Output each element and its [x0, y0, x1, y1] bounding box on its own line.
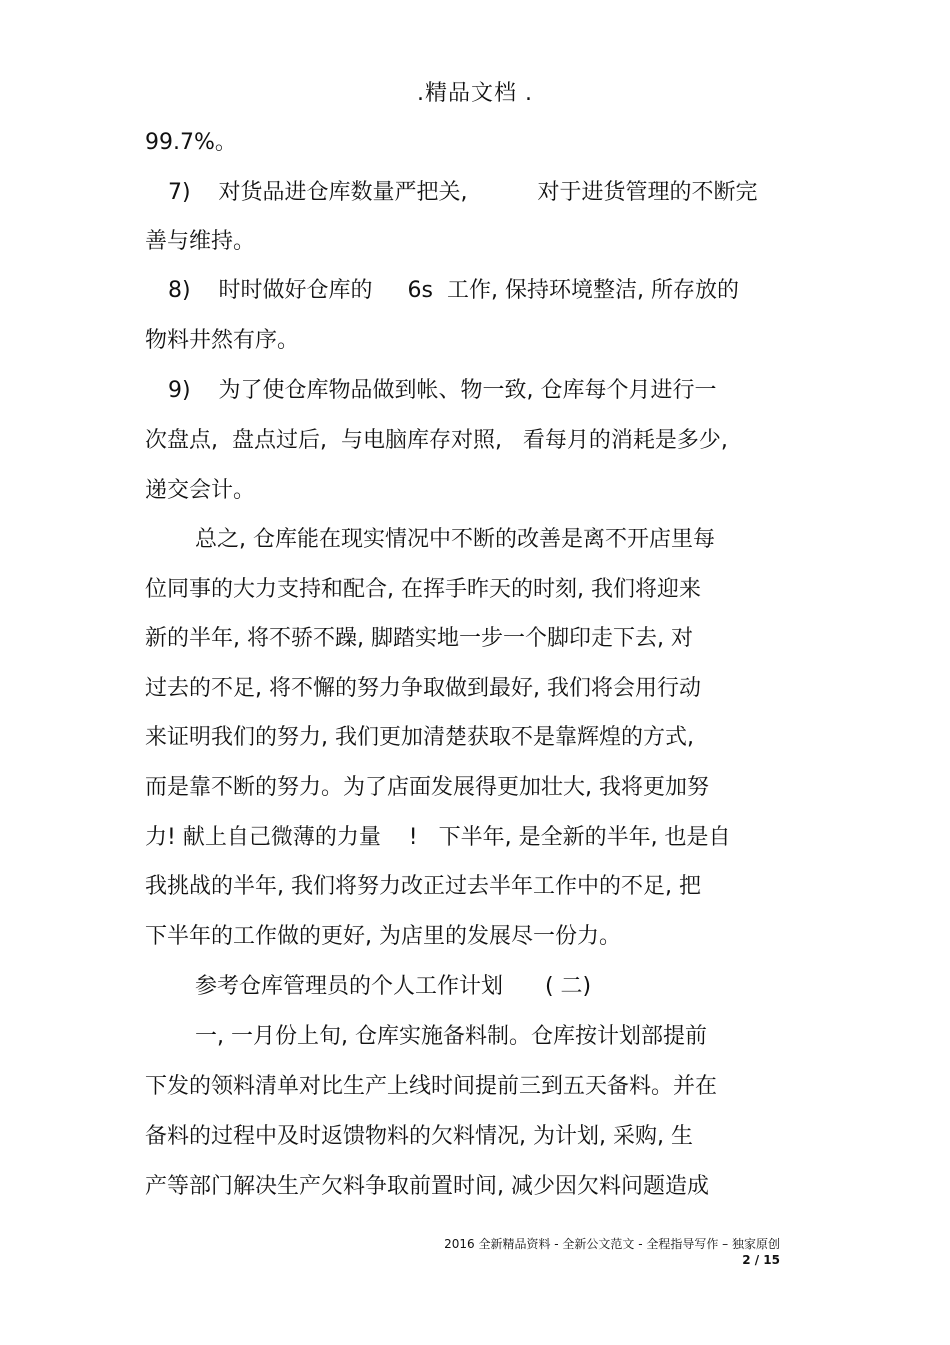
text-line: 一, 一月份上旬, 仓库实施备料制。仓库按计划部提前: [195, 1024, 707, 1049]
text-line: 善与维持。: [145, 229, 256, 254]
text-line: 下发的领料清单对比生产上线时间提前三到五天备料。并在: [145, 1074, 718, 1099]
text-line: 位同事的大力支持和配合, 在挥手昨天的时刻, 我们将迎来: [145, 577, 701, 602]
text-line: 力! 献上自己微薄的力量 ! 下半年, 是全新的半年, 也是自: [145, 825, 731, 850]
text-line: 次盘点, 盘点过后, 与电脑库存对照, 看每月的消耗是多少,: [145, 428, 728, 453]
page-number: 2 / 15: [742, 1253, 780, 1267]
text-line: 递交会计。: [145, 478, 256, 503]
text-line: 我挑战的半年, 我们将努力改正过去半年工作中的不足, 把: [145, 874, 701, 899]
page-footer: 2016 全新精品资料 - 全新公文范文 - 全程指导写作 – 独家原创: [444, 1237, 780, 1251]
text-line: 7) 对货品进仓库数量严把关, 对于进货管理的不断完: [168, 180, 758, 205]
text-line: 来证明我们的努力, 我们更加清楚获取不是靠辉煌的方式,: [145, 725, 694, 750]
text-line: 9) 为了使仓库物品做到帐、物一致, 仓库每个月进行一: [168, 378, 717, 403]
page-header: .精品文档 .: [417, 81, 533, 106]
text-line: 过去的不足, 将不懈的努力争取做到最好, 我们将会用行动: [145, 676, 701, 701]
text-line: 备料的过程中及时返馈物料的欠料情况, 为计划, 采购, 生: [145, 1124, 693, 1149]
text-line: 总之, 仓库能在现实情况中不断的改善是离不开店里每: [195, 527, 715, 552]
text-line: 产等部门解决生产欠料争取前置时间, 减少因欠料问题造成: [145, 1174, 709, 1199]
text-line: 新的半年, 将不骄不躁, 脚踏实地一步一个脚印走下去, 对: [145, 626, 693, 651]
text-line: 而是靠不断的努力。为了店面发展得更加壮大, 我将更加努: [145, 775, 709, 800]
section-heading: 参考仓库管理员的个人工作计划 ( 二): [195, 974, 592, 999]
text-line: 99.7%。: [145, 130, 237, 155]
text-line: 8) 时时做好仓库的 6s 工作, 保持环境整洁, 所存放的: [168, 278, 739, 303]
text-line: 下半年的工作做的更好, 为店里的发展尽一份力。: [145, 924, 621, 949]
text-line: 物料井然有序。: [145, 328, 300, 353]
